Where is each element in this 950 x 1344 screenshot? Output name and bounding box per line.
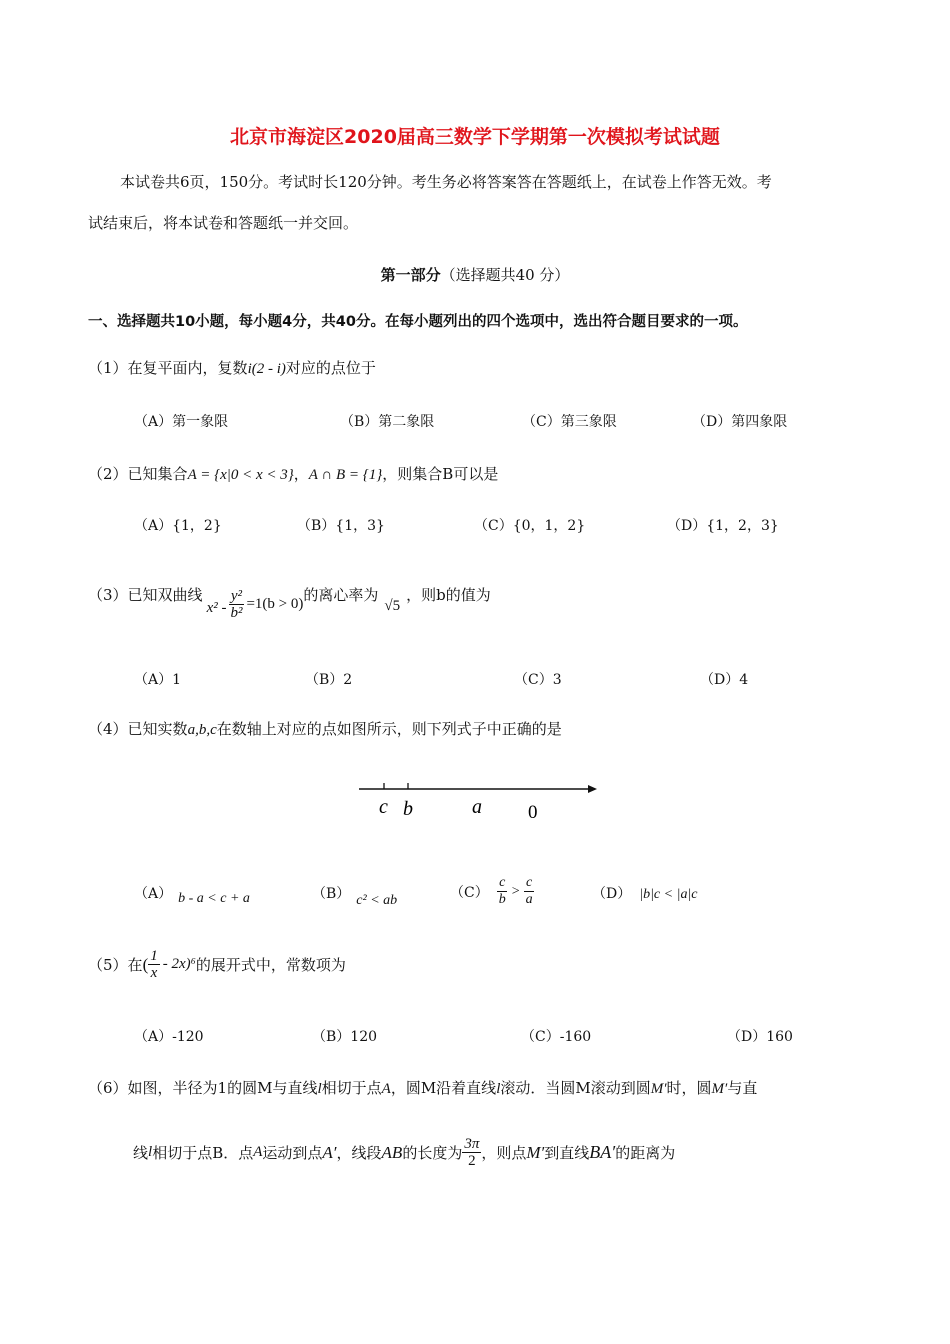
fraction-numerator: 3π (464, 1136, 480, 1152)
question-number: （6） (88, 1079, 128, 1097)
option-label: （A） (134, 886, 173, 902)
part-label: 第一部分 (380, 266, 441, 284)
option-4c (450, 875, 535, 908)
math-symbol: M′ (650, 1081, 667, 1097)
math-expression: √5 (384, 598, 401, 614)
fraction-denominator: 2 (468, 1153, 476, 1169)
question-6-line-1 (88, 1077, 757, 1098)
math-symbol: M′ (526, 1142, 545, 1162)
option-3c: （C）3 (514, 672, 562, 688)
question-text: 相切于点B．点 (152, 1144, 254, 1162)
option-3b: （B）2 (305, 672, 353, 688)
option-1d: （D）第四象限 (692, 414, 788, 430)
math-expression: A ∩ B = {1} (308, 467, 383, 483)
question-text: 运动到点 (262, 1144, 323, 1162)
intro-line-1: 本试卷共6页，150分。考试时长120分钟。考生务必将答案答在答题纸上，在试卷上作答无效。考 (120, 173, 772, 191)
comparison-operator: > (511, 883, 520, 899)
option-2a: （A）{1，2} (134, 518, 222, 534)
option-3a: （A）1 (134, 672, 182, 688)
question-number: （4） (88, 720, 128, 738)
math-expression: =1(b > 0) (246, 596, 304, 612)
math-expression: a,b,c (187, 722, 217, 738)
option-1b: （B）第二象限 (340, 414, 435, 430)
option-1a: （A）第一象限 (134, 414, 229, 430)
question-text: 已知实数 (127, 720, 188, 738)
option-4d (592, 883, 698, 903)
page-title: 北京市海淀区2020届高三数学下学期第一次模拟考试试题 (230, 126, 720, 148)
option-2d: （D）{1，2，3} (667, 518, 779, 534)
question-6-line-2 (133, 1136, 675, 1169)
fraction-numerator: y² (230, 588, 243, 604)
math-expression: c² < ab (356, 893, 398, 908)
question-text: 如图，半径为1的圆M与直线 (127, 1079, 318, 1097)
option-4a (134, 883, 250, 906)
math-expression: b - a < c + a (178, 891, 250, 906)
question-text: 的长度为 (402, 1144, 463, 1162)
math-expression: A = {x|0 < x < 3} (187, 467, 294, 483)
question-text: 与直 (727, 1079, 758, 1097)
option-5c: （C）-160 (521, 1029, 592, 1045)
question-text: 在 (127, 956, 143, 974)
option-5d: （D）160 (727, 1029, 793, 1045)
intro-line-2: 试结束后，将本试卷和答题纸一并交回。 (88, 214, 359, 232)
math-expression: i(2 - i) (247, 361, 286, 377)
section-heading: 一、选择题共10小题，每小题4分，共40分。在每小题列出的四个选项中，选出符合题目要求的一项。 (88, 314, 748, 330)
option-4b (312, 883, 398, 908)
math-symbol: A (381, 1081, 391, 1097)
question-text: ，圆M沿着直线 (390, 1079, 497, 1097)
question-text: 对应的点位于 (285, 359, 376, 377)
fraction-numerator: 1 (150, 948, 158, 964)
question-text: 在复平面内，复数 (127, 359, 248, 377)
question-text: 在数轴上对应的点如图所示，则下列式子中正确的是 (216, 720, 562, 738)
option-5b: （B）120 (312, 1029, 378, 1045)
fraction-numerator: c (499, 875, 506, 890)
fraction (462, 1136, 481, 1169)
math-symbol: A (253, 1144, 263, 1160)
question-number: （1） (88, 359, 128, 377)
fraction (148, 948, 160, 981)
arrow-head-icon (588, 785, 597, 793)
question-text: 滚动．当圆M滚动到圆 (500, 1079, 651, 1097)
label-b: b (403, 798, 413, 820)
math-symbol: l (148, 1144, 153, 1160)
fraction (524, 875, 535, 908)
part-heading (0, 264, 950, 285)
question-text: ，线段 (336, 1144, 382, 1162)
question-5 (88, 948, 346, 981)
option-3d: （D）4 (700, 672, 749, 688)
question-text: 线 (133, 1144, 149, 1162)
question-text: 的距离为 (615, 1144, 676, 1162)
math-symbol: M′ (711, 1081, 728, 1097)
fraction-denominator: b² (230, 605, 243, 621)
question-number: （2） (88, 465, 128, 483)
label-c: c (379, 796, 388, 818)
fraction-denominator: x (150, 965, 158, 981)
fraction (497, 875, 508, 908)
question-4 (88, 718, 562, 739)
option-2c: （C）{0，1，2} (474, 518, 586, 534)
label-zero: 0 (528, 802, 538, 823)
question-text: ，则点 (481, 1144, 527, 1162)
fraction-denominator: b (498, 892, 506, 907)
question-1 (88, 357, 376, 378)
option-1c: （C）第三象限 (522, 414, 617, 430)
math-symbol: l (496, 1081, 501, 1097)
math-expression: |b|c < |a|c (639, 887, 698, 902)
question-2 (88, 463, 498, 484)
question-3 (88, 578, 491, 621)
fraction-numerator: c (526, 875, 533, 890)
question-text: ，则集合B可以是 (382, 465, 499, 483)
option-label: （C） (450, 884, 489, 901)
question-text: 相切于点 (321, 1079, 382, 1097)
fraction-denominator: a (525, 892, 533, 907)
option-label: （D） (592, 886, 632, 902)
fraction (228, 588, 244, 621)
math-symbol: l (317, 1081, 322, 1097)
option-2b: （B）{1，3} (297, 518, 385, 534)
question-number: （5） (88, 956, 128, 974)
option-5a: （A）-120 (134, 1029, 204, 1045)
question-text: 到直线 (544, 1144, 590, 1162)
math-expression: x² - (206, 600, 227, 616)
label-a: a (472, 796, 482, 818)
part-note: （选择题共40 分） (440, 266, 570, 284)
question-text: 已知集合 (127, 465, 188, 483)
separator: ， (293, 465, 309, 483)
math-symbol: A′ (322, 1142, 337, 1162)
math-symbol: AB (381, 1142, 403, 1162)
question-text: 时，圆 (666, 1079, 712, 1097)
question-text: 已知双曲线 (127, 586, 203, 604)
question-text: 的离心率为 (303, 586, 379, 604)
question-text: ，则b的值为 (406, 586, 491, 604)
math-symbol: BA′ (589, 1142, 616, 1162)
question-text: 的展开式中，常数项为 (195, 956, 346, 974)
option-label: （B） (312, 886, 351, 902)
number-line-figure (355, 770, 605, 830)
paren: ( (142, 954, 149, 974)
question-number: （3） (88, 586, 128, 604)
math-expression: - 2x)⁶ (162, 956, 196, 972)
